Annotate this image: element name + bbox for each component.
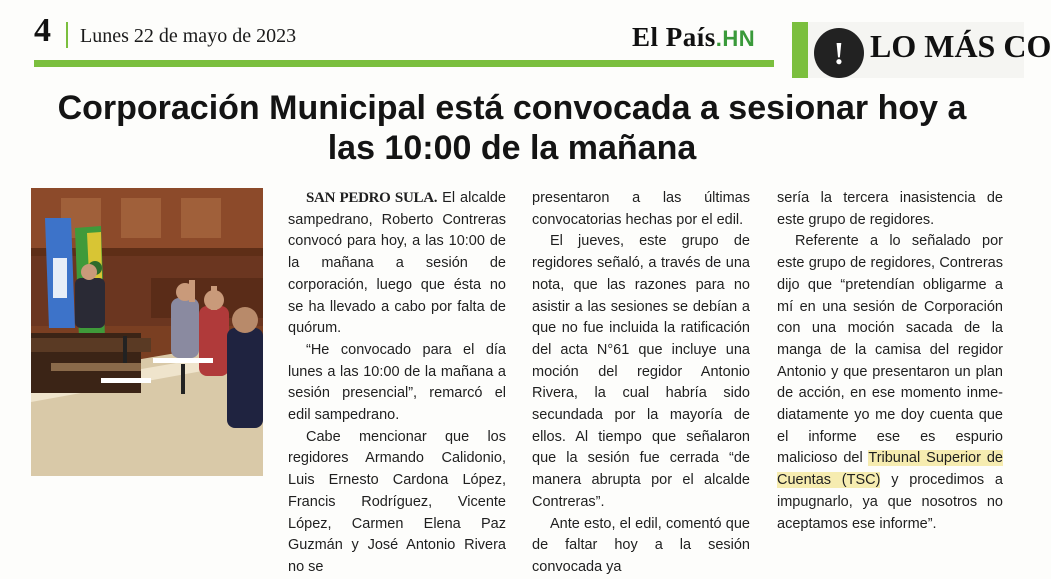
section-banner bbox=[792, 22, 1051, 78]
article-dateline: SAN PEDRO SULA. bbox=[306, 190, 438, 206]
article-column-3 bbox=[777, 188, 1003, 535]
article-column-2 bbox=[532, 188, 750, 579]
issue-date: Lunes 22 de mayo de 2023 bbox=[80, 25, 297, 47]
article-paragraph: Referente a lo señalado por este grupo de regidores, Contreras dijo que “pretendían obligarme a mí en una sesión de Corporación con una moción sacada de la manga de la camisa del regidor Antonio y que presentaron un plan de acción, en ese momento inmediatamente yo me doy cuenta que el informe ese es espurio malicioso del Tribunal Superior de Cuentas (TSC) y procedimos a impugnarlo, ya que nosotros no aceptamos ese informe”. bbox=[777, 233, 1003, 532]
newspaper-logo bbox=[632, 24, 755, 51]
page-header bbox=[0, 0, 1051, 78]
header-accent-bar bbox=[34, 60, 774, 67]
council-session-photo bbox=[31, 188, 263, 476]
article-paragraph: Cabe mencionar que los regidores Armando Calidonio, Luis Ernesto Cardona López, Francis Rodríguez, Vicente López, Carmen Elena Paz Guzmán y José Antonio Rivera no se bbox=[288, 428, 506, 575]
article-paragraph: “He convocado para el día lunes a las 10:00 de la mañana a sesión presencial”, remarcó el edil sampedrano. bbox=[288, 341, 506, 424]
article-paragraph: sería la tercera inasistencia de este grupo de regidores. bbox=[777, 190, 1003, 228]
highlighted-text: Tribunal Superior de Cuentas (TSC) bbox=[777, 450, 1003, 489]
article-paragraph: Ante esto, el edil, comentó que de faltar hoy a la sesión convocada ya bbox=[532, 515, 750, 575]
page-number: 4 bbox=[34, 12, 51, 49]
exclamation-icon: ! bbox=[814, 28, 864, 78]
article-headline: Corporación Municipal está convocada a sesionar hoy a las 10:00 de la mañana bbox=[57, 89, 967, 167]
logo-main: El País bbox=[632, 22, 716, 52]
article-paragraph: presentaron a las últimas convocatorias hechas por el edil. bbox=[532, 190, 750, 228]
article-paragraph: SAN PEDRO SULA. El alcalde sampedrano, Roberto Contreras convocó para hoy, a las 10:00 de la mañana a sesión de corporación, luego que ésta no se ha llevado a cabo por falta de quórum. bbox=[288, 190, 506, 337]
section-title: LO MÁS CO bbox=[870, 28, 1051, 64]
header-separator bbox=[66, 22, 68, 48]
article-paragraph: El jueves, este grupo de regidores señaló, a través de una nota, que las razones para no asistir a las sesiones se debían a que no fue incluida la ratificación del acta N°61 que incluye una moción del regidor Antonio Rivera, la cual habría sido secundada por la mayoría de ellos. Al tiempo que señalaron que la sesión fue cerrada “de manera abrupta por el alcalde Contreras”. bbox=[532, 233, 750, 510]
article-photo bbox=[31, 188, 263, 476]
logo-domain: .HN bbox=[715, 26, 756, 51]
article-column-1 bbox=[288, 188, 506, 579]
